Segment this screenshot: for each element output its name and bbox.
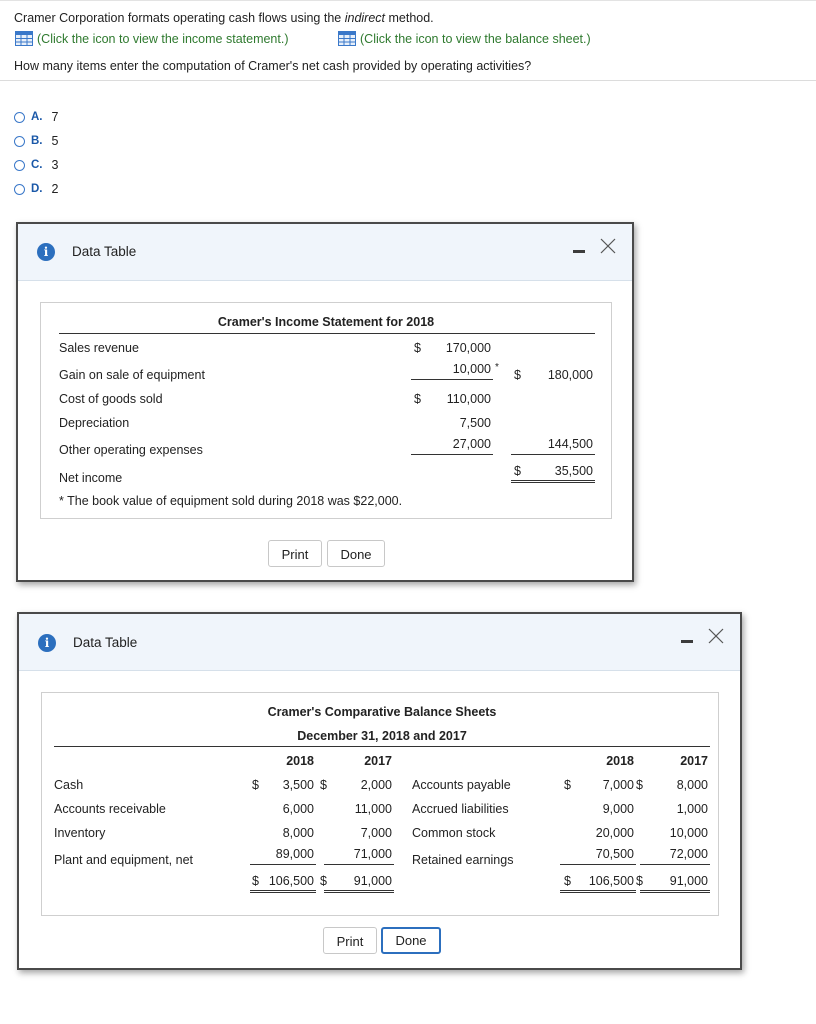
row-label: Cash <box>54 778 84 792</box>
cell-value: 144,500 <box>547 437 593 451</box>
cell-value: 2,000 <box>360 778 392 792</box>
radio-button[interactable] <box>14 112 25 123</box>
info-icon: i <box>38 634 56 652</box>
year-header: 2018 <box>606 754 634 768</box>
minimize-icon[interactable] <box>681 640 693 643</box>
cell-value: 91,000 <box>353 874 392 888</box>
row-label: Accounts receivable <box>54 802 166 816</box>
option-b[interactable]: B. 5 <box>14 134 58 148</box>
done-button[interactable]: Done <box>327 540 385 567</box>
cell-value: 170,000 <box>445 341 491 355</box>
minimize-icon[interactable] <box>573 250 585 253</box>
cell-value: 35,500 <box>554 464 593 478</box>
cell-value: 106,500 <box>268 874 314 888</box>
cell-value: 27,000 <box>452 437 491 451</box>
option-d[interactable]: D. 2 <box>14 182 58 196</box>
radio-button[interactable] <box>14 136 25 147</box>
balance-sheet-table: Cramer's Comparative Balance Sheets December 31, 2018 and 2017 2018 2017 2018 2017 Cash $ 3,500 $ 2,000 Accounts receivable 6,000 11,000 Inventory 8,000 7,000 Plant and equipment, net 89,000 71,000 $ 106,500 $ 91,000 Accounts payable $ 7,000 $ 8,000 Accrued liabilities 9,000 1,000 Common stock 20,000 10,000 Retained earnings 70,500 72,000 $ 106,500 $ 91,000 <box>41 692 719 916</box>
table-subheading: December 31, 2018 and 2017 <box>297 729 467 743</box>
income-statement-table: Cramer's Income Statement for 2018 Sales revenue $ 170,000 Gain on sale of equipment 10,000 * $ 180,000 Cost of goods sold $ 110,000 Depreciation 7,500 Other operating expenses 27,000 144,500 Net income $ 35,500 * The book value of equipment sold during 2018 was $22,000. <box>40 302 612 519</box>
cell-value: 1,000 <box>676 802 708 816</box>
cell-value: 6,000 <box>282 802 314 816</box>
cell-value: 180,000 <box>547 368 593 382</box>
question-text: How many items enter the computation of Cramer's net cash provided by operating activities? <box>14 59 532 73</box>
cell-value: 70,500 <box>595 847 634 861</box>
cell-value: 3,500 <box>282 778 314 792</box>
row-label: Common stock <box>412 826 496 840</box>
balance-sheet-link[interactable]: (Click the icon to view the balance sheet.) <box>338 31 591 46</box>
cell-value: 7,000 <box>602 778 634 792</box>
cell-value: 7,000 <box>360 826 392 840</box>
year-header: 2017 <box>364 754 392 768</box>
row-label: Accounts payable <box>412 778 511 792</box>
dialog-header <box>18 224 632 281</box>
table-heading: Cramer's Income Statement for 2018 <box>217 315 435 329</box>
cell-value: 91,000 <box>669 874 708 888</box>
income-statement-dialog <box>16 222 634 582</box>
print-button[interactable]: Print <box>323 927 377 954</box>
cell-value: 110,000 <box>446 392 491 406</box>
cell-value: 89,000 <box>275 847 314 861</box>
close-icon[interactable] <box>599 237 617 255</box>
row-label: Accrued liabilities <box>412 802 509 816</box>
row-label: Depreciation <box>59 416 130 430</box>
info-icon: i <box>37 243 55 261</box>
cell-value: 72,000 <box>669 847 708 861</box>
cell-value: 20,000 <box>595 826 634 840</box>
row-label: Inventory <box>54 826 106 840</box>
cell-value: 9,000 <box>602 802 634 816</box>
cell-value: 11,000 <box>354 802 392 816</box>
method-word: indirect <box>344 11 386 25</box>
dialog-header <box>19 614 740 671</box>
dialog-title: Data Table <box>72 244 137 259</box>
table-heading: Cramer's Comparative Balance Sheets <box>267 705 497 719</box>
balance-sheet-dialog <box>17 612 742 970</box>
row-label: Retained earnings <box>412 853 514 867</box>
year-header: 2018 <box>286 754 314 768</box>
cell-value: 71,000 <box>353 847 392 861</box>
row-label: Sales revenue <box>59 341 139 355</box>
row-label: Net income <box>59 471 123 485</box>
year-header: 2017 <box>680 754 708 768</box>
done-button[interactable]: Done <box>381 927 441 954</box>
print-button[interactable]: Print <box>268 540 322 567</box>
cell-value: 8,000 <box>282 826 314 840</box>
radio-button[interactable] <box>14 160 25 171</box>
cell-value: 106,500 <box>588 874 634 888</box>
cell-value: 10,000 <box>669 826 708 840</box>
radio-button[interactable] <box>14 184 25 195</box>
cell-value: 8,000 <box>676 778 708 792</box>
cell-value: 10,000 <box>452 362 491 376</box>
table-icon[interactable] <box>15 31 33 46</box>
cell-value: 7,500 <box>459 416 491 430</box>
option-a[interactable]: A. 7 <box>14 110 58 124</box>
table-icon[interactable] <box>338 31 356 46</box>
row-label: Gain on sale of equipment <box>59 368 205 382</box>
income-statement-link[interactable]: (Click the icon to view the income statement.) <box>15 31 289 46</box>
row-label: Cost of goods sold <box>59 392 163 406</box>
row-label: Plant and equipment, net <box>54 853 193 867</box>
option-c[interactable]: C. 3 <box>14 158 58 172</box>
footnote: * The book value of equipment sold during 2018 was $22,000. <box>59 494 403 508</box>
close-icon[interactable] <box>707 627 725 645</box>
intro-text: Cramer Corporation formats operating cash flows using the indirect method. <box>14 11 434 25</box>
dialog-title: Data Table <box>73 635 138 650</box>
row-label: Other operating expenses <box>59 443 203 457</box>
